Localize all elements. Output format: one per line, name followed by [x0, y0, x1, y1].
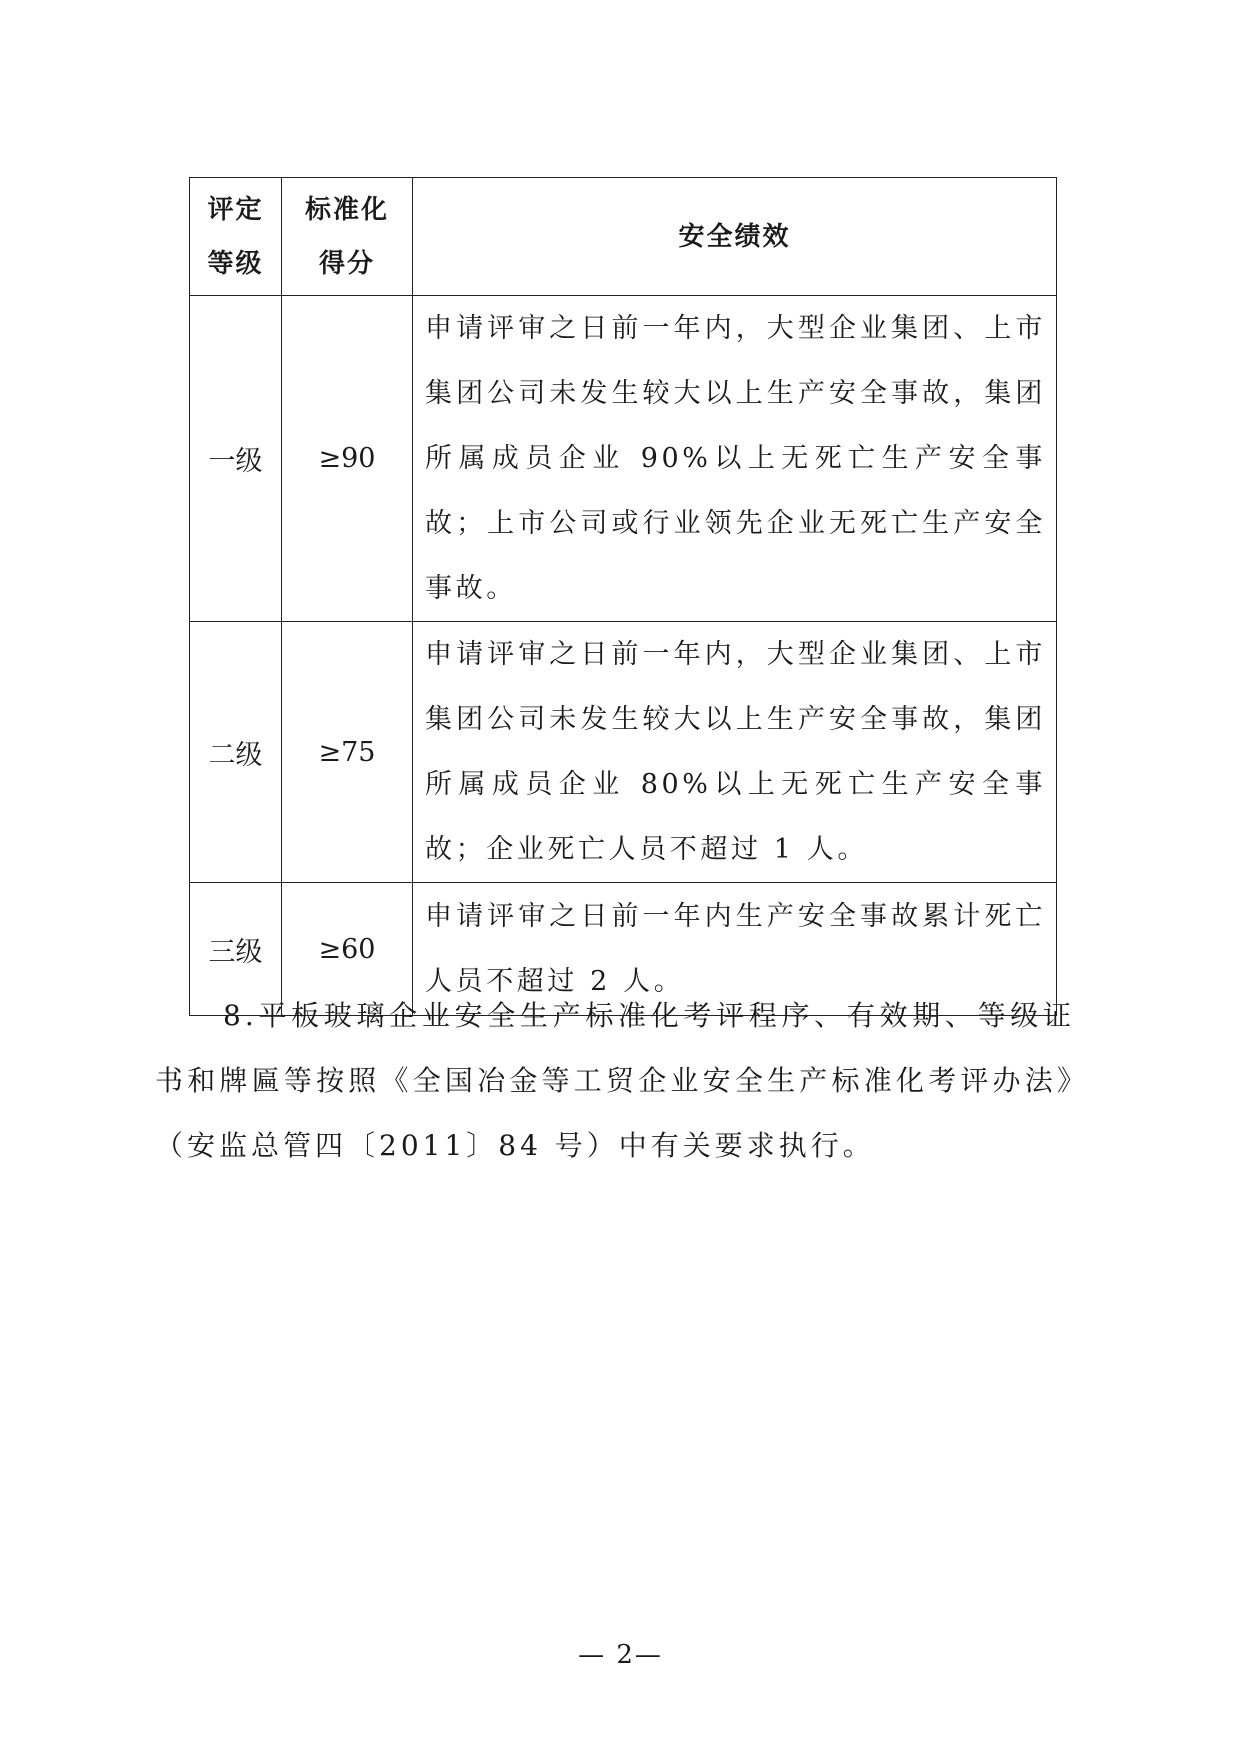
table-row — [190, 622, 1057, 883]
body-paragraph: 8.平板玻璃企业安全生产标准化考评程序、有效期、等级证书和牌匾等按照《全国冶金等工贸企业安全生产标准化考评办法》（安监总管四〔2011〕84 号）中有关要求执行。 — [155, 999, 1075, 1162]
header-grade — [190, 178, 282, 296]
grade-cell: 三级 — [190, 883, 282, 1016]
header-performance: 安全绩效 — [413, 178, 1057, 296]
grade-cell: 一级 — [190, 296, 282, 622]
header-score-line1: 标准化 — [304, 194, 389, 225]
score-cell: ≥75 — [282, 622, 413, 883]
score-cell: ≥60 — [282, 883, 413, 1016]
grade-cell: 二级 — [190, 622, 282, 883]
performance-cell: 申请评审之日前一年内生产安全事故累计死亡人员不超过 2 人。 — [413, 883, 1057, 1016]
page-number: — 2— — [578, 1640, 663, 1670]
grade-standard-table — [189, 177, 1057, 1016]
header-score-line2: 得分 — [318, 248, 375, 279]
performance-cell: 申请评审之日前一年内，大型企业集团、上市集团公司未发生较大以上生产安全事故，集团所属成员企业 80%以上无死亡生产安全事故；企业死亡人员不超过 1 人。 — [413, 622, 1057, 883]
header-grade-line1: 评定 — [207, 194, 264, 225]
header-score — [282, 178, 413, 296]
table-header-row — [190, 178, 1057, 296]
header-grade-line2: 等级 — [207, 248, 264, 279]
performance-cell: 申请评审之日前一年内，大型企业集团、上市集团公司未发生较大以上生产安全事故，集团所属成员企业 90%以上无死亡生产安全事故；上市公司或行业领先企业无死亡生产安全事故。 — [413, 296, 1057, 622]
score-cell: ≥90 — [282, 296, 413, 622]
table-row — [190, 296, 1057, 622]
